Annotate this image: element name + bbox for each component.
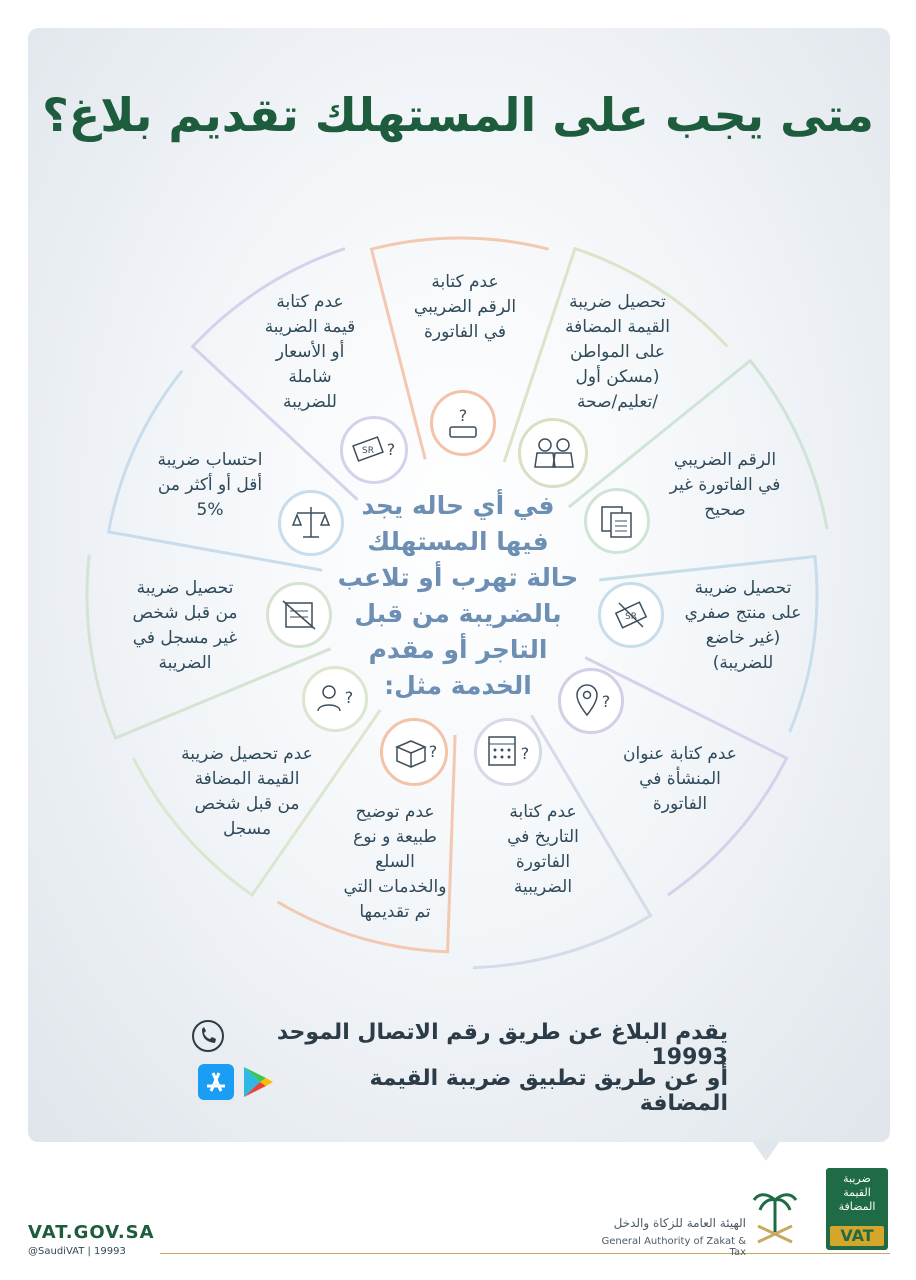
vat-logo-arabic: ضريبة القيمة المضافة: [838, 1172, 876, 1213]
crossed-invoice-icon: [266, 582, 332, 648]
svg-text:SR: SR: [362, 446, 374, 456]
svg-text:?: ?: [458, 406, 468, 425]
box-question-icon: [380, 718, 448, 786]
footer-phone-line: [228, 1020, 728, 1070]
footer-rule: [160, 1253, 890, 1254]
phone-icon: [192, 1020, 224, 1052]
svg-text:?: ?: [601, 692, 611, 711]
app-store-icon[interactable]: [198, 1064, 234, 1100]
zatca-palm-logo-icon: [748, 1186, 802, 1248]
money-question-icon: [340, 416, 408, 484]
segment-10-text: عدم كتابة قيمة الضريبة أو الأسعار شاملة للضريبة: [264, 292, 356, 412]
segment-1-text: تحصيل ضريبة القيمة المضافة على المواطن (مسكن أول /تعليم/صحة: [565, 292, 670, 412]
crossed-money-icon: [598, 582, 664, 648]
segment-7-text: عدم تحصيل ضريبة القيمة المضافة من قبل شخص مسجل: [181, 744, 313, 839]
citizens-icon: [518, 418, 588, 488]
social-handle: @SaudiVAT | 19993: [28, 1246, 126, 1257]
svg-text:?: ?: [344, 688, 354, 707]
center-text: في أي حاله يجد فيها المستهلك حالة تهرب أو تلاعب بالضريبة من قبل التاجر أو مقدم الخدمة مثل:: [337, 491, 579, 700]
svg-text:?: ?: [386, 440, 396, 459]
segment-2-text: الرقم الضريبي في الفاتورة غير صحيح: [669, 450, 781, 520]
invoice-question-icon: [430, 390, 496, 456]
website-link[interactable]: VAT.GOV.SA: [28, 1222, 155, 1243]
zatca-name-arabic: الهيئة العامة للزكاة والدخل: [613, 1216, 746, 1230]
segment-4-text: عدم كتابة عنوان المنشأة في الفاتورة: [623, 744, 737, 814]
segment-8-text: تحصيل ضريبة من قبل شخص غير مسجل في الضريبة: [132, 578, 238, 673]
documents-icon: [584, 488, 650, 554]
svg-text:?: ?: [428, 742, 438, 761]
footer-line2-text: أو عن طريق تطبيق ضريبة القيمة المضافة: [369, 1066, 728, 1116]
footer-line1-text: يقدم البلاغ عن طريق رقم الاتصال الموحد 19993: [276, 1020, 728, 1070]
segment-0-text: عدم كتابة الرقم الضريبي في الفاتورة: [413, 272, 517, 342]
segment-5-text: عدم كتابة التاريخ في الفاتورة الضريبية: [507, 802, 579, 897]
segment-6-text: عدم توضيح طبيعة و نوع السلع والخدمات التي تم تقديمها: [343, 802, 447, 922]
segment-3-text: تحصيل ضريبة على منتج صفري (غير خاضع للضريبة): [684, 578, 802, 673]
vat-logo-english: VAT: [830, 1226, 884, 1246]
segment-9-text: احتساب ضريبة أقل أو أكثر من 5%: [157, 450, 263, 520]
footer-app-line: [280, 1066, 728, 1116]
page-title: متى يجب على المستهلك تقديم بلاغ؟: [42, 88, 874, 142]
zatca-name-english: General Authority of Zakat & Tax: [601, 1236, 746, 1258]
google-play-icon[interactable]: [240, 1064, 276, 1100]
calendar-question-icon: [474, 718, 542, 786]
svg-text:?: ?: [520, 744, 530, 763]
svg-text:SR: SR: [625, 612, 637, 622]
vat-logo: [826, 1168, 888, 1250]
